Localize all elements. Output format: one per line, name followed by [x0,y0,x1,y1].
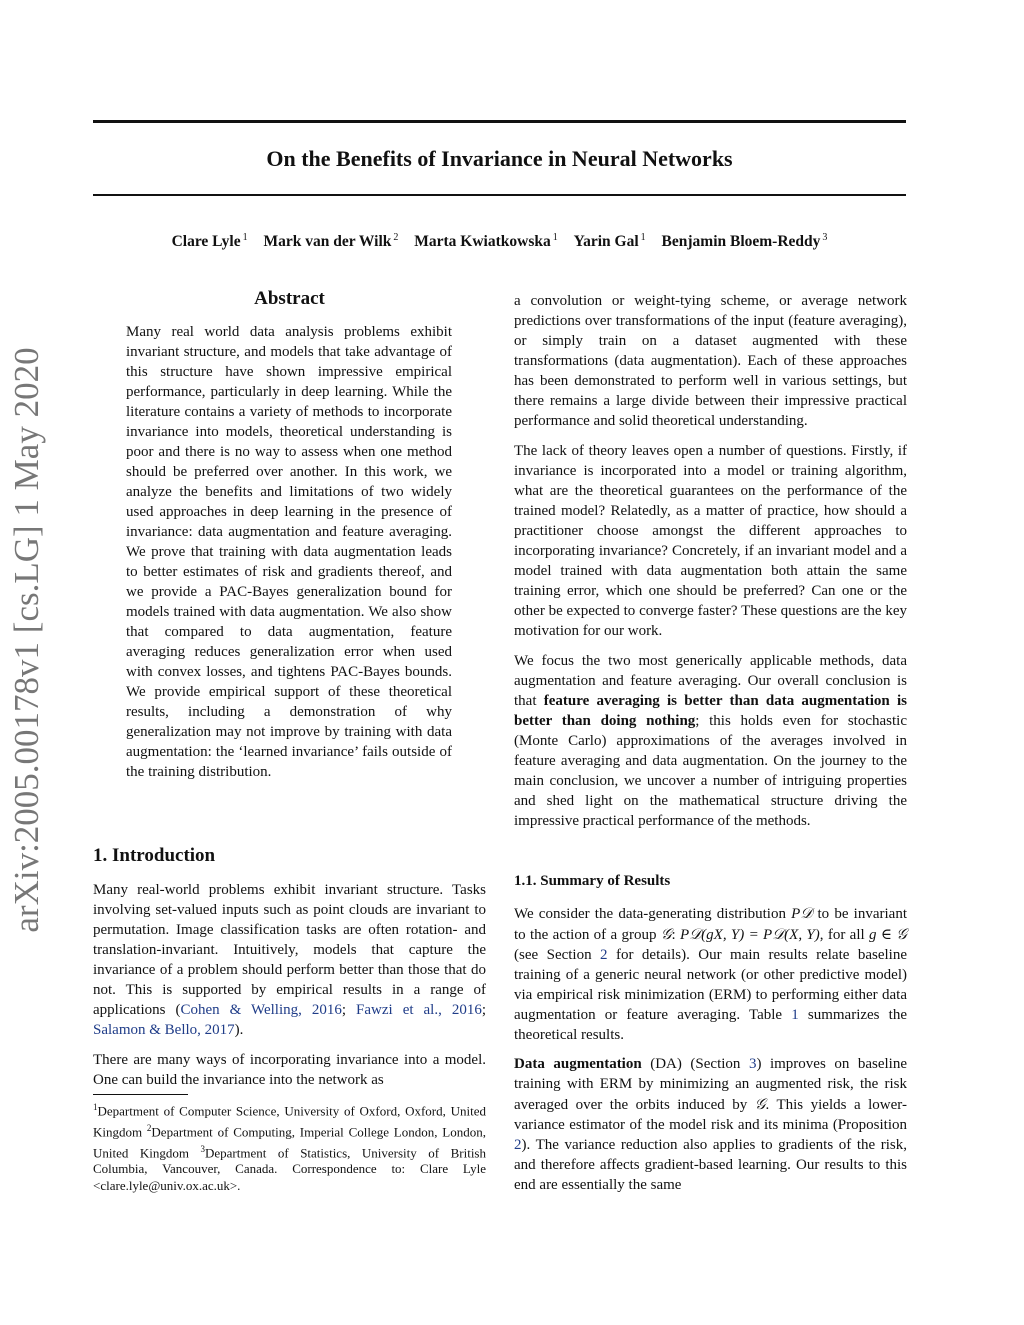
footnote-rule [93,1094,188,1095]
citation-link[interactable]: Cohen & Welling, 2016 [180,1002,342,1018]
author-list [93,232,906,251]
right-paragraph-3: We focus the two most generically applicable methods, data augmentation and feature averaging. Our overall conclusion is that feature averaging is better than data augmentation is better than doing nothing; this holds even for stochastic (Monte Carlo) approximations of the averages involved in feature averaging and data augmentation. On the journey to the main conclusion, we uncover a number of intriguing properties and shed light on the mathematical structure driving the impressive practical performance of the methods. [514,653,907,829]
title-rule-top [93,120,906,123]
introduction-heading: 1. Introduction [93,845,216,866]
intro-paragraph-2: There are many ways of incorporating invariance into a model. One can build the invariance into the network as [93,1052,486,1088]
author: Marta Kwiatkowska $^1$ [414,232,558,251]
proposition-link[interactable]: 2 [514,1137,522,1153]
author: Mark van der Wilk $^2$ [263,232,399,251]
right-paragraph-2: The lack of theory leaves open a number of questions. Firstly, if invariance is incorporated into a model or training algorithm, what are the theoretical guarantees on the performance of the trained model? Relatedly, as a matter of practice, how should a practitioner choose amongst the different approaches to incorporating invariance? Concretely, if an invariant model and a model trained with data augmentation both attain the same training error, which one should be preferred? Can one or the other be expected to converge faster? These questions are the key motivation for our work. [514,443,907,639]
right-paragraph-5: Data augmentation (DA) (Section 3) improves on baseline training with ERM by minimizing an augmented risk, the risk averaged over the orbits induced by 𝒢. This yields a lower-variance estimator of the model risk and its minima (Proposition 2). The variance reduction also applies to gradients of the risk, and therefore affects gradient-based learning. Our results to this end are essentially the same [514,1056,907,1193]
citation-link[interactable]: Fawzi et al., 2016 [356,1002,482,1018]
author: Clare Lyle $^1$ [171,232,248,251]
table-link[interactable]: 1 [791,1007,799,1023]
title-rule-bottom [93,194,906,196]
author: Benjamin Bloem-Reddy $^3$ [661,232,828,251]
intro-paragraph-1: Many real-world problems exhibit invariant structure. Tasks involving set-valued inputs such as point clouds are invariant to permutation. Image classification tasks are often rotation- and translation-invariant. Intuitively, models that capture the invariance of a problem should perform better than those that do not. This is supported by empirical results in a range of applications (Cohen & Welling, 2016; Fawzi et al., 2016; Salamon & Bello, 2017). [93,882,486,1038]
abstract-text: Many real world data analysis problems exhibit invariant structure, and models that take advantage of this structure have shown impressive empirical performance, particularly in deep learning. While the literature contains a variety of methods to incorporate invariance into models, theoretical understanding is poor and there is no way to assess when one method should be preferred over another. In this work, we analyze the benefits and limitations of two widely used approaches in deep learning in the presence of invariance: data augmentation and feature averaging. We prove that training with data augmentation leads to better estimates of risk and gradients thereof, and we provide a PAC-Bayes generalization bound for models trained with data augmentation. We also show that compared to data augmentation, feature averaging reduces generalization error when used with convex losses, and tightens PAC-Bayes bounds. We provide empirical support of these theoretical results, including a demonstration of why generalization may not improve by training with data augmentation: the ‘learned invariance’ fails outside of the training distribution. [126,324,452,780]
arxiv-identifier: arXiv:2005.00178v1 [cs.LG] 1 May 2020 [7,347,46,933]
affiliation-footnote: $^1$Department of Computer Science, University of Oxford, Oxford, United Kingdom $^2$Department of Computing, Imperial College London, London, United Kingdom $^3$Department of Statistics, University of British Columbia, Vancouver, Canada. Correspondence to: Clare Lyle <clare.lyle@univ.ox.ac.uk>. [93,1102,486,1193]
author: Yarin Gal $^1$ [573,232,646,251]
right-paragraph-4: We consider the data-generating distribution P𝒟 to be invariant to the action of a group 𝒢: P𝒟(gX, Y) = P𝒟(X, Y), for all g ∈ 𝒢 (see Section 2 for details). Our main results relate baseline training of a generic neural network (or other predictive model) via empirical risk minimization (ERM) to performing either data augmentation or feature averaging. Table 1 summarizes the theoretical results. [514,906,908,1043]
right-paragraph-1: a convolution or weight-tying scheme, or average network predictions over transformations of the input (feature averaging), or simply train on a dataset augmented with these transformations (data augmentation). Each of these approaches has been demonstrated to perform well in various settings, but there remains a large divide between their impressive practical performance and solid theoretical understanding. [514,293,907,429]
section-link[interactable]: 2 [600,947,608,963]
section-link[interactable]: 3 [748,1056,757,1072]
citation-link[interactable]: Salamon & Bello, 2017 [93,1022,235,1038]
abstract-heading: Abstract [254,288,325,309]
paper-title: On the Benefits of Invariance in Neural Networks [266,146,733,171]
summary-of-results-heading: 1.1. Summary of Results [514,873,671,889]
